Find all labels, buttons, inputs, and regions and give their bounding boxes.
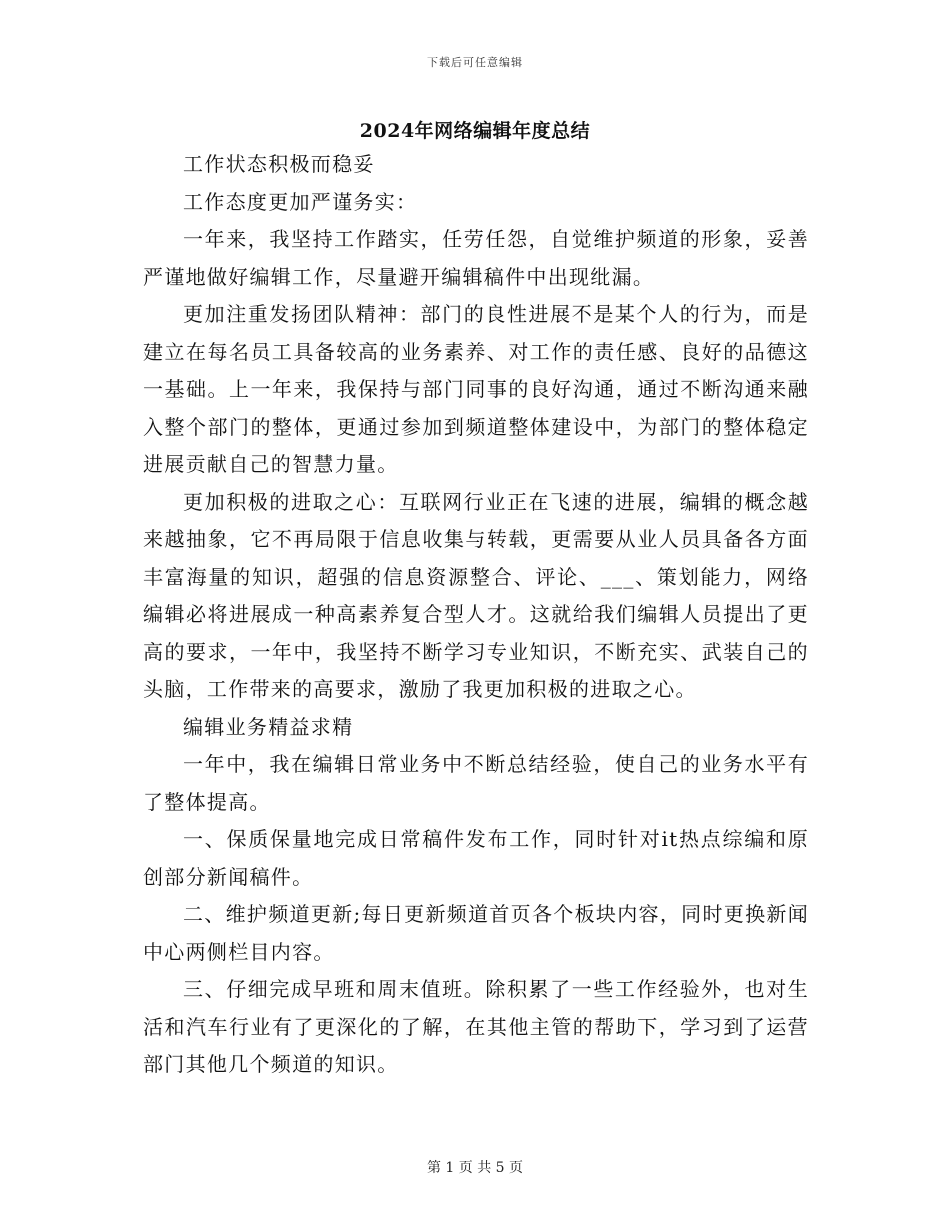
paragraph-item-2: 二、维护频道更新;每日更新频道首页各个板块内容，同时更换新闻中心两侧栏目内容。 [143, 902, 809, 964]
paragraph-experience-summary: 一年中，我在编辑日常业务中不断总结经验，使自己的业务水平有了整体提高。 [143, 752, 809, 814]
paragraph-team-spirit: 更加注重发扬团队精神：部门的良性进展不是某个人的行为，而是建立在每名员工具备较高的业务素养、对工作的责任感、良好的品德这一基础。上一年来，我保持与部门同事的良好沟通，通过不断沟通来融入整个部门的整体，更通过参加到频道整体建设中，为部门的整体稳定进展贡献自己的智慧力量。 [143, 302, 809, 476]
paragraph-subheading-attitude: 工作态度更加严谨务实： [183, 189, 418, 214]
paragraph-item-1: 一、保质保量地完成日常稿件发布工作，同时针对it热点综编和原创部分新闻稿件。 [143, 827, 809, 889]
paragraph-work-diligence: 一年来，我坚持工作踏实，任劳任怨，自觉维护频道的形象，妥善严谨地做好编辑工作，尽量避开编辑稿件中出现纰漏。 [143, 227, 809, 289]
paragraph-section-heading-2: 编辑业务精益求精 [183, 714, 354, 739]
paragraph-section-heading-1: 工作状态积极而稳妥 [183, 152, 375, 176]
page-header-note: 下载后可任意编辑 [427, 56, 523, 69]
paragraph-progressive-mind: 更加积极的进取之心：互联网行业正在飞速的进展，编辑的概念越来越抽象，它不再局限于信息收集与转载，更需要从业人员具备各方面丰富海量的知识，超强的信息资源整合、评论、___、策划能力，网络编辑必将进展成一种高素养复合型人才。这就给我们编辑人员提出了更高的要求，一年中，我坚持不断学习专业知识，不断充实、武装自己的头脑，工作带来的高要求，激励了我更加积极的进取之心。 [143, 489, 809, 701]
document-title: 2024年网络编辑年度总结 [359, 120, 591, 142]
page-number-footer: 第 1 页 共 5 页 [426, 1160, 524, 1176]
document-body [143, 146, 809, 1084]
paragraph-item-3: 三、仔细完成早班和周末值班。除积累了一些工作经验外，也对生活和汽车行业有了更深化的了解，在其他主管的帮助下，学习到了运营部门其他几个频道的知识。 [143, 977, 809, 1076]
